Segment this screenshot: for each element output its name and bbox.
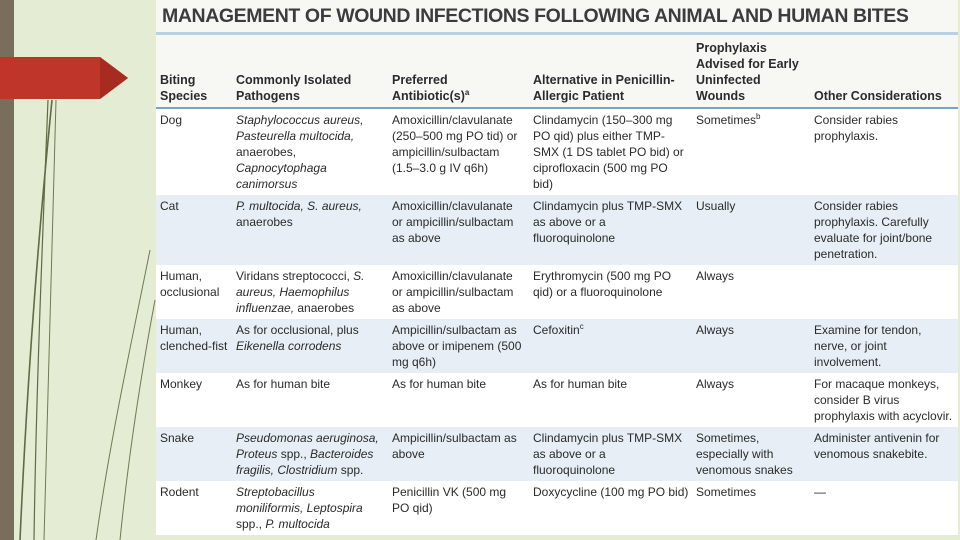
col-header-species: Biting Species [156, 37, 232, 108]
table-row [156, 265, 958, 319]
cell-pathogens: Pseudomonas aeruginosa, Proteus spp., Bacteroides fragilis, Clostridium spp. [232, 427, 388, 481]
cell-prophylaxis: Always [692, 373, 810, 427]
cell-considerations: Consider rabies prophylaxis. Carefully evaluate for joint/bone penetration. [810, 195, 958, 265]
cell-considerations: For macaque monkeys, consider B virus prophylaxis with acyclovir. [810, 373, 958, 427]
cell-species: Human, clenched-fist [156, 319, 232, 373]
col-header-prophylaxis: Prophylaxis Advised for Early Uninfected Wounds [692, 37, 810, 108]
cell-considerations: Consider rabies prophylaxis. [810, 108, 958, 195]
cell-alternative: Erythromycin (500 mg PO qid) or a fluoroquinolone [529, 265, 692, 319]
cell-alternative: Clindamycin plus TMP-SMX as above or a fluoroquinolone [529, 195, 692, 265]
cell-prophylaxis: Usually [692, 195, 810, 265]
table-row [156, 373, 958, 427]
cell-species: Rodent [156, 481, 232, 535]
cell-prophylaxis: Sometimes, especially with venomous snakes [692, 427, 810, 481]
table-panel [156, 0, 958, 531]
cell-species: Cat [156, 195, 232, 265]
col-header-antibiotic: Preferred $Antibiotic(s)^a$ [388, 37, 529, 108]
cell-pathogens: Streptobacillus moniliformis, Leptospira spp., P. multocida [232, 481, 388, 535]
bite-management-table [156, 37, 958, 535]
red-arrow-icon [0, 57, 128, 99]
table-title: MANAGEMENT OF WOUND INFECTIONS FOLLOWING ANIMAL AND HUMAN BITES [162, 5, 909, 27]
cell-considerations [810, 265, 958, 319]
cell-pathogens: As for human bite [232, 373, 388, 427]
cell-antibiotic: Ampicillin/sulbactam as above or imipenem (500 mg q6h) [388, 319, 529, 373]
col-header-considerations: Other Considerations [810, 37, 958, 108]
col-header-pathogens: Commonly Isolated Pathogens [232, 37, 388, 108]
table-row [156, 481, 958, 535]
cell-antibiotic: Ampicillin/sulbactam as above [388, 427, 529, 481]
table-row [156, 427, 958, 481]
cell-species: Snake [156, 427, 232, 481]
cell-alternative: Doxycycline (100 mg PO bid) [529, 481, 692, 535]
cell-considerations: — [810, 481, 958, 535]
cell-species: Dog [156, 108, 232, 195]
cell-alternative: Clindamycin (150–300 mg PO qid) plus either TMP-SMX (1 DS tablet PO bid) or ciprofloxacin (500 mg PO bid) [529, 108, 692, 195]
cell-pathogens: Viridans streptococci, S. aureus, Haemophilus influenzae, anaerobes [232, 265, 388, 319]
table-row [156, 319, 958, 373]
title-rule [156, 32, 958, 35]
cell-prophylaxis: Sometimes$^b$ [692, 108, 810, 195]
cell-alternative: Cefoxitin$^c$ [529, 319, 692, 373]
cell-antibiotic: Amoxicillin/clavulanate or ampicillin/sulbactam as above [388, 195, 529, 265]
cell-prophylaxis: Always [692, 265, 810, 319]
table-row [156, 108, 958, 195]
cell-antibiotic: Amoxicillin/clavulanate or ampicillin/sulbactam as above [388, 265, 529, 319]
cell-species: Human, occlusional [156, 265, 232, 319]
cell-antibiotic: As for human bite [388, 373, 529, 427]
cell-considerations: Administer antivenin for venomous snakebite. [810, 427, 958, 481]
cell-antibiotic: Amoxicillin/clavulanate (250–500 mg PO tid) or ampicillin/sulbactam (1.5–3.0 g IV q6h) [388, 108, 529, 195]
cell-prophylaxis: Sometimes [692, 481, 810, 535]
table-row [156, 195, 958, 265]
table-header-row [156, 37, 958, 108]
cell-considerations: Examine for tendon, nerve, or joint involvement. [810, 319, 958, 373]
col-header-alternative: Alternative in Penicillin-Allergic Patient [529, 37, 692, 108]
cell-pathogens: As for occlusional, plus Eikenella corrodens [232, 319, 388, 373]
cell-species: Monkey [156, 373, 232, 427]
cell-pathogens: Staphylococcus aureus, Pasteurella multocida, anaerobes, Capnocytophaga canimorsus [232, 108, 388, 195]
cell-prophylaxis: Always [692, 319, 810, 373]
cell-pathogens: P. multocida, S. aureus, anaerobes [232, 195, 388, 265]
cell-alternative: As for human bite [529, 373, 692, 427]
cell-antibiotic: Penicillin VK (500 mg PO qid) [388, 481, 529, 535]
cell-alternative: Clindamycin plus TMP-SMX as above or a fluoroquinolone [529, 427, 692, 481]
